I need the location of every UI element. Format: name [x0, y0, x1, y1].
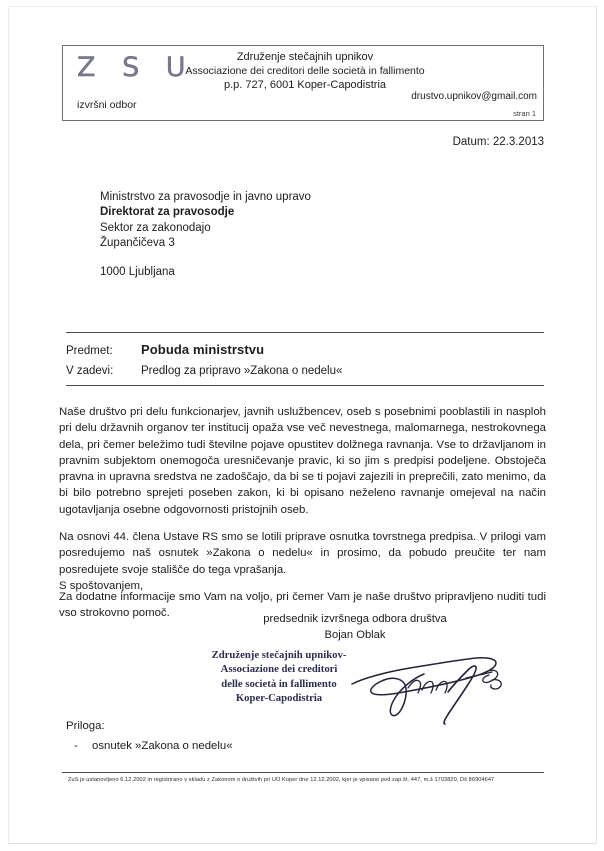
closing-salutation: S spoštovanjem, [59, 580, 144, 592]
org-postal-address: p.p. 727, 6001 Koper-Capodistria [223, 79, 387, 92]
subject-value-zadeva: Predlog za pripravo »Zakona o nedelu« [141, 365, 343, 377]
organization-logo: Z S U [77, 52, 195, 83]
page-number-label: stran 1 [513, 109, 536, 118]
recipient-street: Župančičeva 3 [100, 237, 175, 250]
letter-body [59, 404, 546, 633]
recipient-address-block [100, 190, 311, 280]
body-paragraph-3: Za dodatne informacije smo Vam na voljo, pri čemer Vam je naše društvo pripravljeno nuditi tudi vso strokovno pomoč. [59, 590, 546, 620]
footer-divider [62, 772, 544, 773]
attachment-block [66, 718, 233, 754]
subject-row-predmet [66, 342, 544, 357]
organization-stamp [196, 648, 362, 705]
subject-block [66, 342, 544, 385]
stamp-line-4: Koper-Capodistria [235, 691, 323, 704]
stamp-line-2: Associazione dei creditori [220, 663, 338, 676]
attachment-item [66, 738, 233, 755]
letter-date: Datum: 22.3.2013 [452, 136, 544, 148]
letterhead-box [62, 45, 544, 121]
recipient-city: 1000 Ljubljana [100, 265, 175, 278]
subject-divider-bottom [66, 385, 544, 386]
org-email: drustvo.upnikov@gmail.com [411, 91, 537, 102]
subject-label-zadeva: V zadevi: [66, 365, 114, 377]
recipient-sector: Sektor za zakonodajo [100, 221, 211, 234]
signer-name: Bojan Oblak [324, 628, 386, 641]
handwritten-signature [348, 648, 508, 726]
letterhead-department: izvršni odbor [77, 99, 137, 111]
body-paragraph-1: Naše društvo pri delu funkcionarjev, javnih uslužbencev, oseb s posebnimi pooblastili in nasploh pri delu državnih organov ter institucij opaža vse več nevestnega, malomarnega, nestrokovnega dela, pri čemer beležimo tudi številne pojave opustitev dolžnega ravnanja. Vse to državljanom in pravnim subjektom onemogoča uresničevanje pravic, ki so jim s predpisi podeljene. Obstoječa pravna in upravna sredstva ne zadoščajo, da bi se ti pojavi zajezili in preprečili, zato menimo, da bi bilo potrebno sprejeti poseben zakon, ki bi opisano neželeno ravnanje omejeval na način ugotavljanja osebne odgovornosti pristojnih oseb. [59, 406, 546, 516]
attachment-item-text: osnutek »Zakona o nedelu« [92, 739, 233, 752]
recipient-ministry: Ministrstvo za pravosodje in javno upravo [100, 191, 311, 203]
org-name-italian: Associazione dei creditori delle società in fallimento [185, 64, 425, 77]
subject-value-predmet: Pobuda ministrstvu [141, 342, 265, 357]
signer-block [210, 612, 500, 643]
attachment-label: Priloga: [66, 720, 105, 732]
stamp-line-1: Združenje stečajnih upnikov- [211, 649, 347, 661]
subject-divider-top [66, 332, 544, 333]
signer-title: predsednik izvršnega odbora društva [263, 613, 447, 625]
footer-registration-note: ZuS je ustanovljeno 6.12.2002 in registrirano v skladu z Zakonom o društvih pri UO Koper dne 12.12.2002, kjer je vpisano pod zap.št. 447, m.š 1703820, Dš 86904647 [68, 777, 495, 783]
body-paragraph-2: Na osnovi 44. člena Ustave RS smo se lotili priprave osnutka tovrstnega predpisa. V prilogi vam posredujemo naš osnutek »Zakona o nedelu« in prosimo, da pobudo preučite ter nam posredujete svoje stališče do tega vprašanja. [59, 531, 546, 576]
subject-label-predmet: Predmet: [66, 345, 113, 357]
attachment-bullet: - [74, 739, 78, 752]
subject-row-zadeva [66, 365, 544, 377]
recipient-directorate: Direktorat za pravosodje [100, 206, 235, 219]
stamp-line-3: delle società in fallimento [221, 677, 337, 690]
org-name-slovene: Združenje stečajnih upnikov [236, 51, 374, 63]
letterhead-org-block [155, 50, 455, 93]
